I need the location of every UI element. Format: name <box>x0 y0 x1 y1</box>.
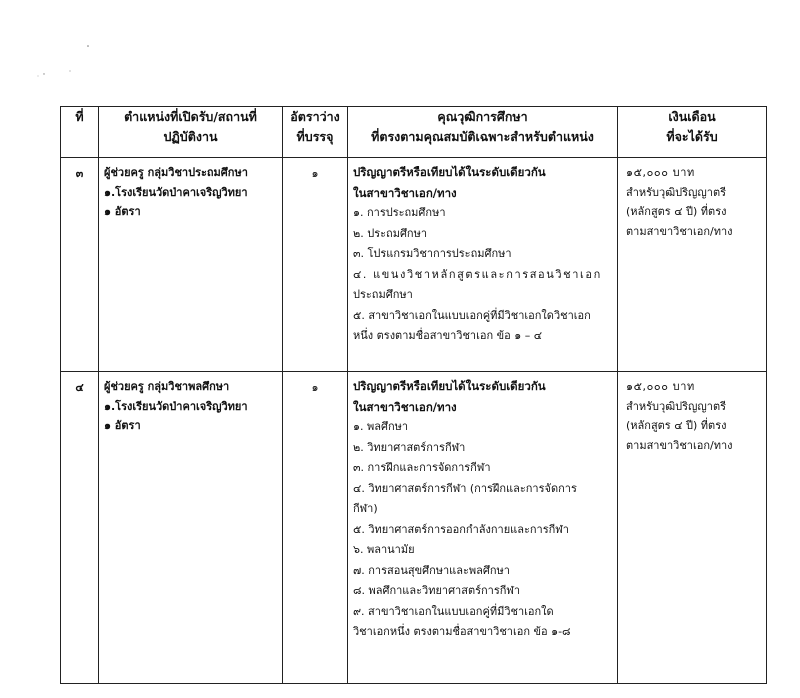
qualification-item: ๓. โปรแกรมวิชาการประถมศึกษา <box>353 247 512 260</box>
header-qualification-line-2: ที่ตรงตามคุณสมบัติเฉพาะสำหรับตำแหน่ง <box>371 129 594 144</box>
position-count: ๑ อัตรา <box>104 419 141 432</box>
salary-amount: ๑๕,๐๐๐ บาท <box>626 166 695 179</box>
header-position <box>99 107 283 158</box>
salary-cell <box>618 372 767 684</box>
salary-note: (หลักสูตร ๔ ปี) ที่ตรง <box>626 419 727 432</box>
header-position-line-2: ปฏิบัติงาน <box>163 129 218 144</box>
qualification-item: ๘. พลศึกาและวิทยาศาสตร์การกีฬา <box>353 584 521 597</box>
scan-specks <box>30 40 110 90</box>
header-no: ที่ <box>61 107 99 158</box>
table-row <box>61 372 767 684</box>
table-row <box>61 158 767 372</box>
position-title: ผู้ช่วยครู กลุ่มวิชาพลศึกษา <box>104 380 230 393</box>
position-cell <box>99 372 283 684</box>
header-rate-line-2: ที่บรรจุ <box>296 129 334 144</box>
header-salary-line-2: ที่จะได้รับ <box>666 129 718 144</box>
qualification-item: ๒. ประถมศึกษา <box>353 226 428 240</box>
qualification-item: ๔. วิทยาศาสตร์การกีฬา (การฝึกและการจัดการ <box>353 481 577 495</box>
position-school: ๑.โรงเรียนวัดป่าคาเจริญวิทยา <box>104 399 248 413</box>
position-title: ผู้ช่วยครู กลุ่มวิชาประถมศึกษา <box>104 166 248 179</box>
table-header-row <box>61 107 767 158</box>
salary-note: สำหรับวุฒิปริญญาตรี <box>626 185 727 199</box>
qualification-item: ๙. สาขาวิชาเอกในแบบเอกคู่ที่มีวิชาเอกใด <box>353 604 554 618</box>
salary-note: ตามสาขาวิชาเอก/ทาง <box>626 438 733 452</box>
salary-note: ตามสาขาวิชาเอก/ทาง <box>626 224 733 238</box>
qualification-cell <box>348 372 618 684</box>
row-number: ๔ <box>61 372 99 684</box>
position-count: ๑ อัตรา <box>104 205 141 218</box>
row-number: ๓ <box>61 158 99 372</box>
header-rate-line-1: อัตราว่าง <box>290 109 340 124</box>
qualification-item: วิชาเอกหนึ่ง ตรงตามชื่อสาขาวิชาเอก ข้อ ๑-๘ <box>353 625 571 638</box>
qualification-item: หนึ่ง ตรงตามชื่อสาขาวิชาเอก ข้อ ๑ – ๔ <box>353 329 543 342</box>
qualification-heading: ปริญญาตรีหรือเทียบได้ในระดับเดียวกัน <box>353 379 546 393</box>
header-rate <box>283 107 348 158</box>
rate-cell: ๑ <box>283 372 348 684</box>
header-salary-line-1: เงินเดือน <box>668 109 716 124</box>
header-position-line-1: ตำแหน่งที่เปิดรับ/สถานที่ <box>124 109 257 124</box>
salary-cell <box>618 158 767 372</box>
qualification-item: ๕. วิทยาศาสตร์การออกกำลังกายและการกีฬา <box>353 522 569 536</box>
salary-note: สำหรับวุฒิปริญญาตรี <box>626 399 727 413</box>
salary-amount: ๑๕,๐๐๐ บาท <box>626 380 695 393</box>
qualification-item: ๒. วิทยาศาสตร์การกีฬา <box>353 440 466 454</box>
qualification-heading: ปริญญาตรีหรือเทียบได้ในระดับเดียวกัน <box>353 165 546 179</box>
qualification-item: ประถมศึกษา <box>353 288 413 301</box>
salary-note: (หลักสูตร ๔ ปี) ที่ตรง <box>626 205 727 218</box>
position-school: ๑.โรงเรียนวัดป่าคาเจริญวิทยา <box>104 185 248 199</box>
qualification-item: กีฬา) <box>353 502 378 515</box>
qualification-item: ๑. การประถมศึกษา <box>353 206 446 219</box>
qualification-item: ๓. การฝึกและการจัดการกีฬา <box>353 461 491 474</box>
rate-cell: ๑ <box>283 158 348 372</box>
header-qualification <box>348 107 618 158</box>
qualification-item: ๖. พลานามัย <box>353 543 415 556</box>
header-salary <box>618 107 767 158</box>
qualification-heading: ในสาขาวิชาเอก/ทาง <box>353 399 457 414</box>
positions-table <box>60 106 767 684</box>
qualification-cell <box>348 158 618 372</box>
header-qualification-line-1: คุณวุฒิการศึกษา <box>437 109 528 124</box>
qualification-item: ๗. การสอนสุขศึกษาและพลศึกษา <box>353 563 510 577</box>
qualification-item: ๕. สาขาวิชาเอกในแบบเอกคู่ที่มีวิชาเอกใดวิชาเอก <box>353 308 591 322</box>
qualification-heading: ในสาขาวิชาเอก/ทาง <box>353 185 457 200</box>
qualification-item: ๑. พลศึกษา <box>353 420 409 433</box>
qualification-item: ๔. แขนงวิชาหลักสูตรและการสอนวิชาเอก <box>353 267 602 281</box>
position-cell <box>99 158 283 372</box>
